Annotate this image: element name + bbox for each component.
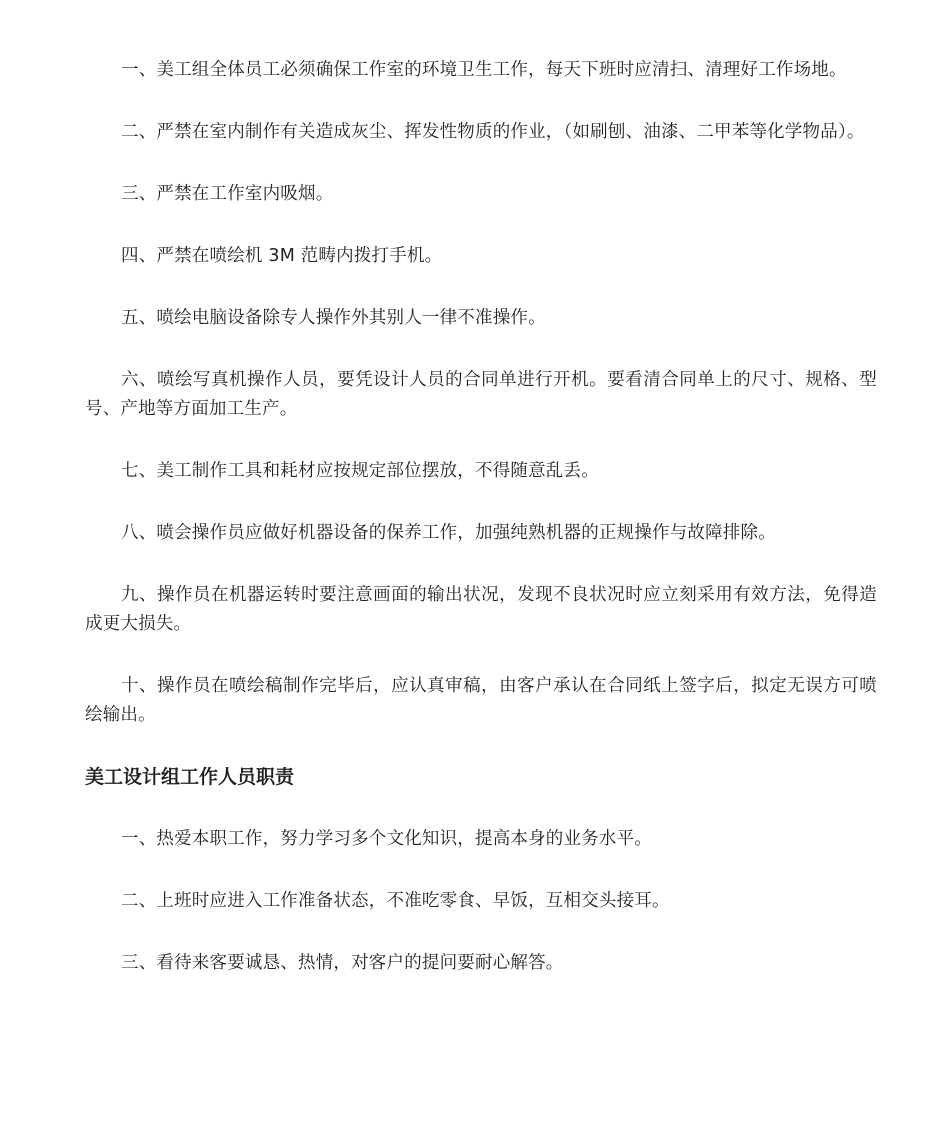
duty-2: 二、上班时应进入工作准备状态，不准吃零食、早饭，互相交头接耳。 [121,891,670,911]
rule-3: 三、严禁在工作室内吸烟。 [121,184,334,204]
duty-1: 一、热爱本职工作，努力学习多个文化知识，提高本身的业务水平。 [121,829,652,849]
rule-9: 九、操作员在机器运转时要注意画面的输出状况，发现不良状况时应立刻采用有效方法，免得造成更大损失。 [85,585,877,634]
rule-7: 七、美工制作工具和耗材应按规定部位摆放，不得随意乱丢。 [121,461,599,481]
document-page [85,56,877,1011]
rule-1: 一、美工组全体员工必须确保工作室的环境卫生工作，每天下班时应清扫、清理好工作场地。 [121,60,847,80]
rule-8: 八、喷会操作员应做好机器设备的保养工作，加强纯熟机器的正规操作与故障排除。 [121,523,776,543]
rule-6: 六、喷绘写真机操作人员，要凭设计人员的合同单进行开机。要看清合同单上的尺寸、规格、型号、产地等方面加工生产。 [85,370,877,419]
duty-3: 三、看待来客要诚恳、热情，对客户的提问要耐心解答。 [121,953,564,973]
rule-2: 二、严禁在室内制作有关造成灰尘、挥发性物质的作业，（如刷刨、油漆、二甲苯等化学物品）。 [121,122,865,142]
rule-4: 四、严禁在喷绘机 3M 范畴内拨打手机。 [121,246,443,266]
section-heading: 美工设计组工作人员职责 [85,766,295,788]
rule-10: 十、操作员在喷绘稿制作完毕后，应认真审稿，由客户承认在合同纸上签字后，拟定无误方可喷绘输出。 [85,676,877,725]
rule-5: 五、喷绘电脑设备除专人操作外其别人一律不准操作。 [121,308,546,328]
